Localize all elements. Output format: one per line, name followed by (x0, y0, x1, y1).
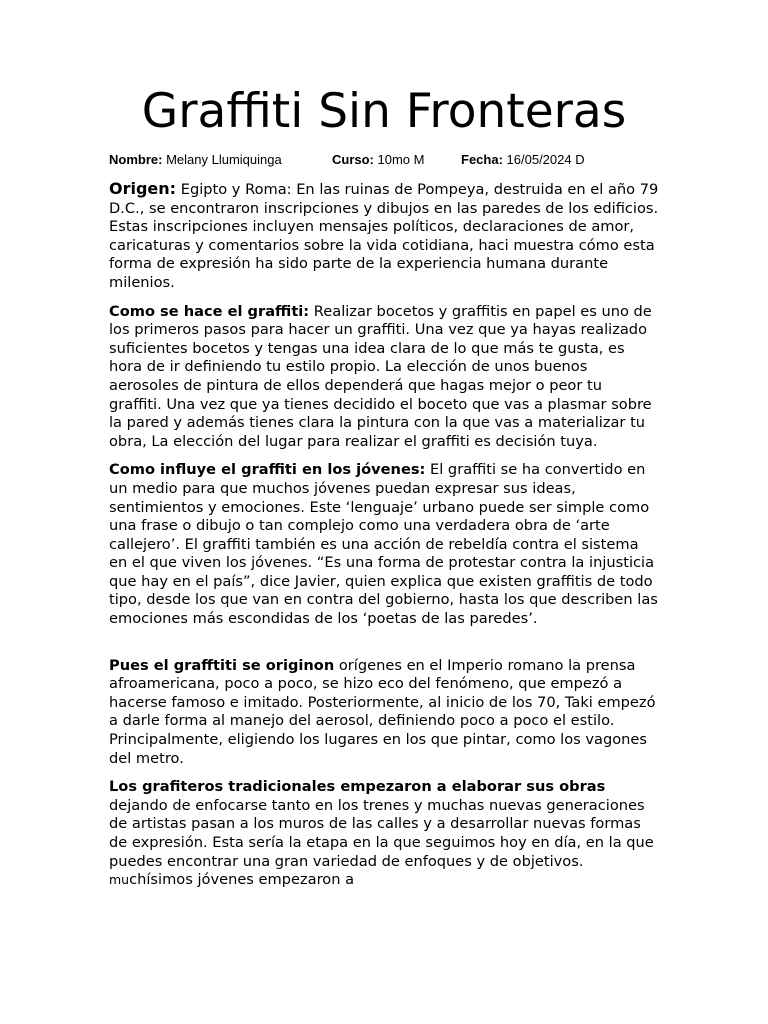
nombre-label: Nombre: (109, 152, 163, 167)
section-heading: Como se hace el graffiti: (109, 302, 310, 320)
document-body (109, 180, 659, 900)
section-origen (109, 180, 659, 293)
section-heading: Los grafiteros tradicionales empezaron a elaborar sus obras (109, 778, 606, 796)
nombre-value: Melany Llumiquinga (166, 152, 282, 167)
section-text-tail: chísimos jóvenes empezaron a (129, 871, 355, 889)
section-como-influye (109, 461, 659, 628)
section-text: El graffiti se ha convertido en un medio para que muchos jóvenes puedan expresar sus ideas, sentimientos y emociones. Este ‘lenguaje’ urbano puede ser simple como una frase o dibujo o tan complejo como una verdadera obra de ‘arte callejero’. El graffiti también es una acción de rebeldía contra el sistema en el que viven los jóvenes. “Es una forma de protestar contra la injusticia que hay en el país”, dice Javier, quien explica que existen graffitis de todo tipo, desde los que van en contra del gobierno, hasta los que describen las emociones más escondidas de los ‘poetas de las paredes’. (109, 461, 658, 628)
meta-fecha (461, 151, 585, 169)
document-title: Graffiti Sin Fronteras (141, 84, 627, 139)
section-heading: Origen: (109, 179, 177, 198)
meta-curso (332, 151, 424, 169)
section-text: orígenes en el Imperio romano la prensa afroamericana, poco a poco, se hizo eco del fenómeno, que empezó a hacerse famoso e imitado. Posteriormente, al inicio de los 70, Taki empezó a darle forma al manejo del aerosol, definiendo poco a poco el estilo. Principalmente, eligiendo los lugares en los que pintar, como los vagones del metro. (109, 656, 656, 767)
section-origen-grafftiti (109, 657, 659, 769)
fecha-label: Fecha: (461, 152, 503, 167)
section-text: Egipto y Roma: En las ruinas de Pompeya, destruida en el año 79 D.C., se encontraron inscripciones y dibujos en las paredes de los edificios. Estas inscripciones incluyen mensajes políticos, declaraciones de amor, caricaturas y comentarios sobre la vida cotidiana, haci muestra cómo esta forma de expresión ha sido parte de la experiencia humana durante milenios. (109, 181, 659, 291)
section-text: Realizar bocetos y graffitis en papel es uno de los primeros pasos para hacer un graffiti. Una vez que ya hayas realizado suficientes bocetos y tengas una idea clara de lo que más te gusta, es hora de ir definiendo tu estilo propio. La elección de unos buenos aerosoles de pintura de ellos dependerá que hagas mejor o peor tu graffiti. Una vez que ya tienes decidido el boceto que vas a plasmar sobre la pared y además tienes clara la pintura con la que vas a materializar tu obra, La elección del lugar para realizar el graffiti es decisión tuya. (109, 302, 652, 450)
section-grafiteros (109, 778, 659, 890)
curso-value: 10mo M (377, 152, 425, 167)
section-heading: Como influye el graffiti en los jóvenes: (109, 461, 426, 479)
meta-nombre (109, 151, 282, 169)
section-text-tail-small: mu (109, 872, 130, 888)
curso-label: Curso: (332, 152, 374, 167)
fecha-value: 16/05/2024 D (506, 152, 585, 167)
section-text: dejando de enfocarse tanto en los trenes y muchas nuevas generaciones de artistas pasan a los muros de las calles y a desarrollar nuevas formas de expresión. Esta sería la etapa en la que seguimos hoy en día, en la que puedes encontrar una gran variedad de enfoques y de objetivos. (109, 796, 654, 870)
section-heading: Pues el grafftiti se originon (109, 656, 335, 674)
section-como-se-hace (109, 303, 659, 452)
